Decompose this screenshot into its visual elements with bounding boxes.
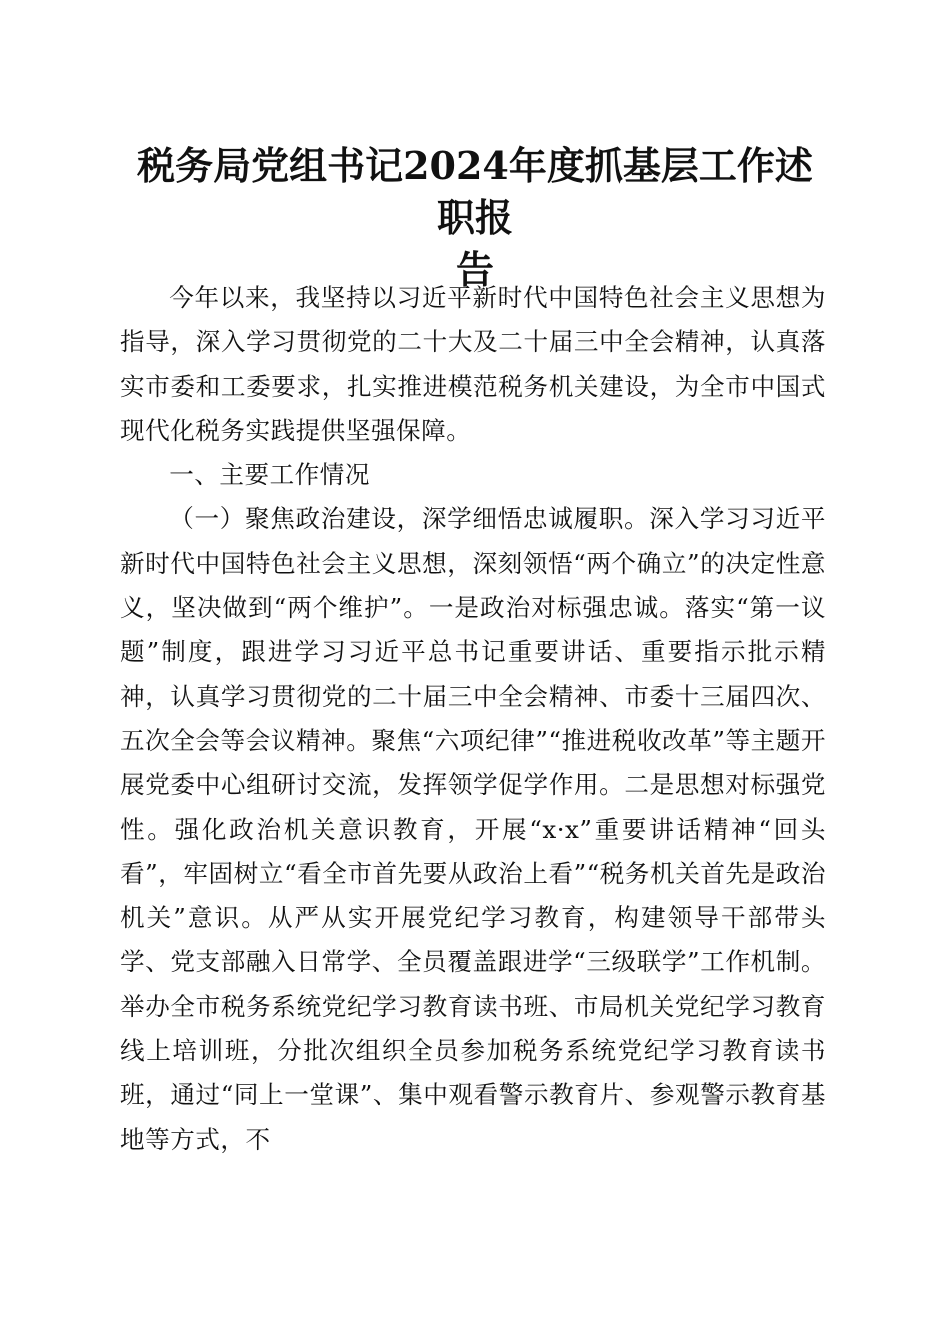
- title-line-2: 告: [455, 247, 494, 292]
- intro-paragraph: 今年以来，我坚持以习近平新时代中国特色社会主义思想为指导，深入学习贯彻党的二十大及二十届三中全会精神，认真落实市委和工委要求，扎实推进模范税务机关建设，为全市中国式现代化税务实践提供坚强保障。: [120, 283, 826, 445]
- subsection-paragraph: [120, 497, 826, 1161]
- section-heading: 一、主要工作情况: [169, 460, 370, 490]
- subsection-body: 深入学习习近平新时代中国特色社会主义思想，深刻领悟“两个确立”的决定性意义，坚决做到“两个维护”。一是政治对标强忠诚。落实“第一议题”制度，跟进学习习近平总书记重要讲话、重要指示批示精神，认真学习贯彻党的二十届三中全会精神、市委十三届四次、五次全会等会议精神。聚焦“六项纪律”“推进税收改革”等主题开展党委中心组研讨交流，发挥领学促学作用。二是思想对标强党性。强化政治机关意识教育，开展“x·x”重要讲话精神“回头看”，牢固树立“看全市首先要从政治上看”“税务机关首先是政治机关”意识。从严从实开展党纪学习教育，构建领导干部带头学、党支部融入日常学、全员覆盖跟进学“三级联学”工作机制。举办全市税务系统党纪学习教育读书班、市局机关党纪学习教育线上培训班，分批次组织全员参加税务系统党纪学习教育读书班，通过“同上一堂课”、集中观看警示教育片、参观警示教育基地等方式，不: [120, 504, 826, 1154]
- title-line-1: 税务局党组书记2024年度抓基层工作述职报: [137, 143, 813, 240]
- document-body: [120, 276, 826, 1162]
- subsection-lead: （一）聚焦政治建设，深学细悟忠诚履职。: [169, 504, 650, 534]
- document-title: [120, 140, 830, 296]
